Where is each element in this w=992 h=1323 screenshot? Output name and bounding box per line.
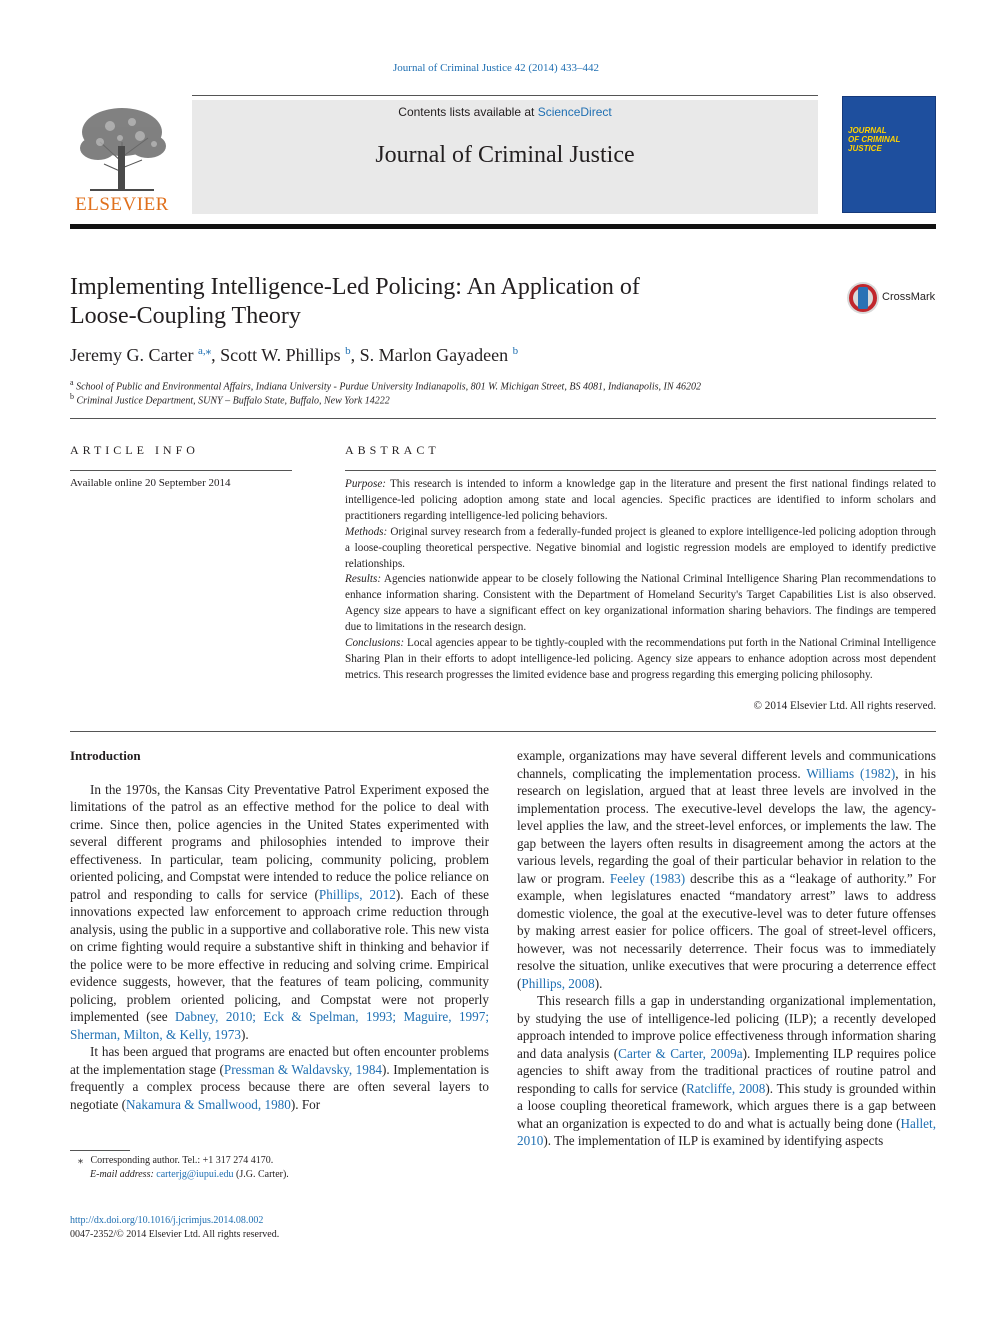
abstract-results xyxy=(345,572,936,636)
body-paragraph xyxy=(70,1043,489,1113)
abstract-section-label: Purpose: xyxy=(345,478,387,490)
article-title xyxy=(70,273,770,331)
body-column-right xyxy=(517,747,936,1150)
body-text: ). For xyxy=(290,1096,321,1112)
email-suffix: (J.G. Carter). xyxy=(233,1169,289,1180)
affiliation xyxy=(70,392,390,406)
abstract-conclusions xyxy=(345,636,936,684)
body-text: ). Each of these innovations expected law enforcement to approach crime reduction through analysis, using the public in a supportive and collaborative role. This new vista on crime fighting would require a substantive shift in thinking and behavior if the police were to be more effective in reducing and solving crime. Empirical evidence suggests, however, that the features of team policing, community policing, problem oriented policing, and Compstat were not properly implemented (see xyxy=(70,886,489,1024)
header-top-rule xyxy=(192,95,818,96)
footnote-rule xyxy=(70,1150,130,1151)
cover-title-line: JUSTICE xyxy=(848,144,882,153)
citation-link[interactable]: Phillips, 2008 xyxy=(521,975,595,991)
cover-title xyxy=(848,126,928,153)
body-text: ). The implementation of ILP is examined by identifying aspects xyxy=(543,1133,884,1148)
body-text: ). This study is grounded within a loose coupling theoretical framework, which argues there is a gap between what an organization is expected to do and what is actually being done ( xyxy=(517,1080,937,1131)
body-text: example, organizations may have several different levels and communications channels, complicating the implementation process. xyxy=(517,748,936,781)
elsevier-wordmark: ELSEVIER xyxy=(75,194,169,215)
abstract-text: Local agencies appear to be tightly-coupled with the recommendations put forth in the National Criminal Intelligence Sharing Plan in their efforts to adopt intelligence-led policing. Agency size appears to enhance adoption across most dependent metrics. This research progresses the limited evidence base and progress regarding this emerging policing philosophy. xyxy=(345,637,936,681)
corresponding-author-note xyxy=(70,1154,489,1168)
body-text: ). Implementation is frequently a complex process because there are often several layers to negotiate ( xyxy=(70,1061,489,1112)
affiliation-text: School of Public and Environmental Affairs, Indiana University - Purdue University Indianapolis, 801 W. Michigan Street, BS 4081, Indianapolis, IN 46202 xyxy=(76,381,701,393)
citation-link[interactable]: Hallet, 2010 xyxy=(517,1115,936,1148)
doi-link[interactable]: http://dx.doi.org/10.1016/j.jcrimjus.2014.08.002 xyxy=(70,1215,264,1226)
citation-link[interactable]: Williams (1982) xyxy=(806,765,896,781)
author-name[interactable]: Jeremy G. Carter xyxy=(70,345,194,365)
author-marks[interactable]: b xyxy=(512,345,519,357)
footnote-star: ⁎ xyxy=(78,1155,83,1166)
abstract-section-label: Results: xyxy=(345,573,382,586)
title-line-1: Implementing Intelligence-Led Policing: An Application of xyxy=(70,274,640,300)
corresponding-text: Corresponding author. Tel.: +1 317 274 4170. xyxy=(90,1155,274,1166)
body-text: It has been argued that programs are enacted but often encounter problems at the implementation stage ( xyxy=(70,1044,489,1077)
journal-reference-link[interactable]: Journal of Criminal Justice 42 (2014) 433–442 xyxy=(393,62,599,74)
body-text: In the 1970s, the Kansas City Preventative Patrol Experiment exposed the limitations of the patrol as an effective method for the police to deal with crime. Since then, police agencies in the United States experimented with several different programs and philosophies intended to improve their effectiveness. In particular, team policing, community policing, problem oriented policing, and Compstat were intended to reduce the police reliance on patrol and responding to calls for service ( xyxy=(70,781,489,902)
body-paragraph xyxy=(517,747,936,992)
author-name[interactable]: S. Marlon Gayadeen xyxy=(359,345,509,365)
author-marks[interactable]: a,⁎ xyxy=(197,345,212,357)
email-link[interactable]: carterjg@iupui.edu xyxy=(156,1169,234,1180)
citation-link[interactable]: Feeley (1983) xyxy=(609,870,686,886)
abstract-methods xyxy=(345,525,936,573)
body-paragraph xyxy=(70,781,489,1044)
citation-link[interactable]: Ratcliffe, 2008 xyxy=(686,1080,766,1096)
citation-link[interactable]: Pressman & Waldavsky, 1984 xyxy=(223,1061,383,1077)
citation-link[interactable]: Dabney, 2010; Eck & Spelman, 1993; Maguire, 1997; Sherman, Milton, & Kelly, 1973 xyxy=(70,1009,490,1042)
abstract-purpose xyxy=(345,477,936,525)
affiliation-text: Criminal Justice Department, SUNY – Buffalo State, Buffalo, New York 14222 xyxy=(76,395,390,407)
divider xyxy=(70,418,936,419)
author-marks[interactable]: b xyxy=(345,345,351,357)
crossmark-icon[interactable] xyxy=(846,281,880,315)
abstract-section-label: Conclusions: xyxy=(345,637,405,650)
contents-line xyxy=(192,105,818,119)
body-text: , in his research on legislation, argued that at least three levels are involved in the implementation process. The executive-level develops the law, the agency-level applies the law, and the street-level enforces, or implements the law. The gap between the layers often results in disagreement among the actors at the various levels, regarding the goal of their particular behavior in relation to the law or program. xyxy=(517,765,936,886)
available-online-date: Available online 20 September 2014 xyxy=(70,477,231,489)
body-text: ). xyxy=(594,975,603,991)
contents-prefix: Contents lists available at xyxy=(398,105,538,119)
cover-title-line: OF CRIMINAL xyxy=(848,135,901,144)
issn-line: 0047-2352/© 2014 Elsevier Ltd. All rights reserved. xyxy=(70,1229,280,1240)
abstract-body xyxy=(345,477,936,684)
title-line-2: Loose-Coupling Theory xyxy=(70,303,301,329)
abstract-section-label: Methods: xyxy=(345,525,388,538)
citation-link[interactable]: Phillips, 2012 xyxy=(318,886,396,902)
abstract-heading: ABSTRACT xyxy=(345,443,440,457)
affiliation xyxy=(70,378,701,392)
affiliation-mark: b xyxy=(70,392,74,401)
body-column-left xyxy=(70,747,489,1113)
divider xyxy=(70,470,292,471)
crossmark-label[interactable]: CrossMark xyxy=(882,291,936,303)
body-text: ). xyxy=(240,1026,249,1042)
section-heading: Introduction xyxy=(70,748,141,763)
abstract-copyright: © 2014 Elsevier Ltd. All rights reserved. xyxy=(753,700,936,712)
email-label: E-mail address: xyxy=(90,1169,154,1180)
journal-cover-thumbnail[interactable] xyxy=(842,96,936,213)
header-thick-rule xyxy=(70,224,936,229)
cover-title-line: JOURNAL xyxy=(848,126,887,135)
sciencedirect-link[interactable]: ScienceDirect xyxy=(537,105,612,119)
citation-link[interactable]: Nakamura & Smallwood, 1980 xyxy=(126,1096,291,1112)
body-paragraph xyxy=(517,992,936,1150)
body-text: This research fills a gap in understanding organizational implementation, by studying the use of intelligence-led policing (ILP); a recently developed approach intended to improve police effectiveness through information sharing and data analysis ( xyxy=(517,993,936,1061)
abstract-text: Agencies nationwide appear to be closely following the National Criminal Intelligence Sharing Plan recommendations to enhance information sharing. Consistent with the Department of Homeland Security's Target Capabilities List is also observed. Agency size appears to have a significant effect on key organizational information sharing behaviors. The findings are tempered due to limitations in the research design. xyxy=(345,573,936,634)
body-text: ). Implementing ILP requires police agencies to shift away from the traditional practices of routine patrol and responding to calls for service ( xyxy=(517,1045,936,1096)
affiliation-mark: a xyxy=(70,378,74,387)
journal-title: Journal of Criminal Justice xyxy=(375,142,635,168)
author-name[interactable]: Scott W. Phillips xyxy=(220,345,341,365)
author-list: Jeremy G. Carter $^{a,⁎}$, Scott W. Phillips $^b$, S. Marlon Gayadeen $^b$ xyxy=(70,345,519,365)
abstract-text: This research is intended to inform a knowledge gap in the literature and present the first national findings related to intelligence-led policing adoption among state and local agencies. Specific practices are identified to inform scholars and practitioners regarding intelligence-led policing behaviors. xyxy=(345,478,936,522)
abstract-text: Original survey research from a federally-funded project is gleaned to explore intelligence-led policing adoption through a loose-coupling theoretical perspective. Negative binomial and logistic regression models are employed to identify predictive relationships. xyxy=(345,525,936,570)
citation-link[interactable]: Carter & Carter, 2009a xyxy=(618,1045,743,1061)
article-info-heading: ARTICLE INFO xyxy=(70,443,199,457)
footnote xyxy=(70,1154,489,1182)
divider xyxy=(70,731,936,732)
body-text: describe this as a “leakage of authority.” For example, when legislatures enacted “mandatory arrest” laws to address domestic violence, the goal at the executive-level was to deter future offenses by making arrest easier for police officers. The goal of street-level officers, however, was not necessarily deterrence. Their focus was to immediately resolve the situation, unlike executives that were procuring a deterrence effect ( xyxy=(517,870,937,991)
email-note xyxy=(70,1168,489,1182)
divider xyxy=(345,470,936,471)
